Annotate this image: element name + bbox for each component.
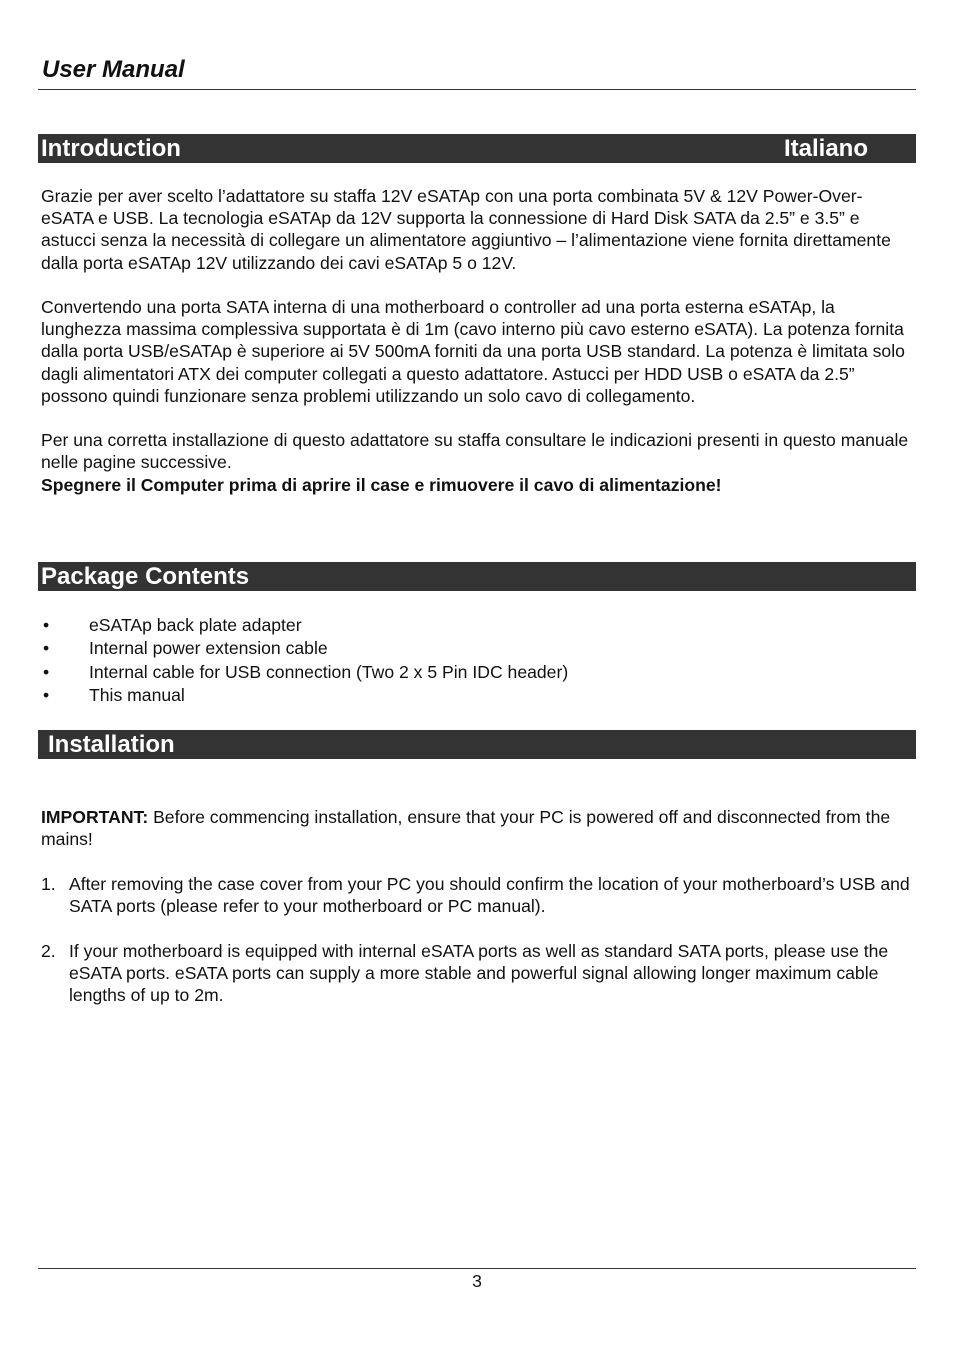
package-contents-list (41, 614, 901, 708)
step-text: If your motherboard is equipped with internal eSATA ports as well as standard SATA ports, please use the eSATA ports. eSATA ports can supply a more stable and powerful signal allowing longer maximum cable lengths of up to 2m. (69, 941, 889, 1006)
footer-divider (38, 1268, 916, 1269)
step-text: After removing the case cover from your PC you should confirm the location of your motherboard’s USB and SATA ports (please refer to your motherboard or PC manual). (69, 874, 910, 917)
language-label: Italiano (783, 135, 868, 162)
intro-paragraph-3: Per una corretta installazione di questo adattatore su staffa consultare le indicazioni presenti in questo manuale nelle pagine successive. (41, 430, 909, 473)
page-number: 3 (472, 1271, 482, 1291)
bullet-icon: • (43, 615, 50, 635)
important-note (41, 806, 913, 850)
list-item-label: This manual (89, 685, 185, 706)
list-item-label: Internal power extension cable (89, 638, 328, 659)
introduction-heading-bar (38, 134, 916, 163)
important-text: Before commencing installation, ensure that your PC is powered off and disconnected from the mains! (41, 807, 891, 850)
list-item (41, 661, 901, 684)
introduction-heading: Introduction (41, 135, 181, 162)
intro-paragraph-2: Convertendo una porta SATA interna di una motherboard o controller ad una porta esterna eSATAp, la lunghezza massima complessiva supportata è di 1m (cavo interno più cavo esterno eSATA). La potenza fornita dalla porta USB/eSATAp è superiore ai 5V 500mA forniti da una porta USB standard. La potenza è limitata solo dagli alimentatori ATX dei computer collegati a questo adattatore. Astucci per HDD USB o eSATA da 2.5” possono quindi funzionare senza problemi utilizzando un solo cavo di collegamento. (41, 297, 905, 406)
bullet-icon: • (43, 638, 50, 659)
important-label: IMPORTANT: (41, 807, 149, 827)
install-step (41, 873, 913, 917)
package-heading: Package Contents (41, 563, 250, 590)
manual-title: User Manual (42, 56, 185, 83)
power-off-warning: Spegnere il Computer prima di aprire il case e rimuovere il cavo di alimentazione! (41, 475, 722, 495)
header-divider (38, 89, 916, 90)
list-item (41, 637, 901, 660)
bullet-icon: • (43, 685, 50, 706)
installation-heading: Installation (48, 731, 175, 758)
installation-heading-bar (38, 730, 916, 759)
intro-paragraph-1: Grazie per aver scelto l’adattatore su staffa 12V eSATAp con una porta combinata 5V & 12V Power-Over-eSATA e USB. La tecnologia eSATAp da 12V supporta la connessione di Hard Disk SATA da 2.5” e 3.5” e astucci senza la necessità di collegare un alimentatore aggiuntivo – l’alimentazione viene fornita direttamente dalla porta eSATAp 12V utilizzando dei cavi eSATAp 5 o 12V. (41, 186, 891, 273)
bullet-icon: • (43, 661, 50, 682)
list-item (41, 614, 901, 637)
step-number: 1. (41, 874, 56, 894)
list-item-label: Internal cable for USB connection (Two 2 x 5 Pin IDC header) (89, 661, 569, 682)
step-number: 2. (41, 941, 56, 961)
list-item-label: eSATAp back plate adapter (89, 615, 302, 635)
list-item (41, 684, 901, 707)
install-step (41, 940, 913, 1007)
package-heading-bar (38, 562, 916, 591)
